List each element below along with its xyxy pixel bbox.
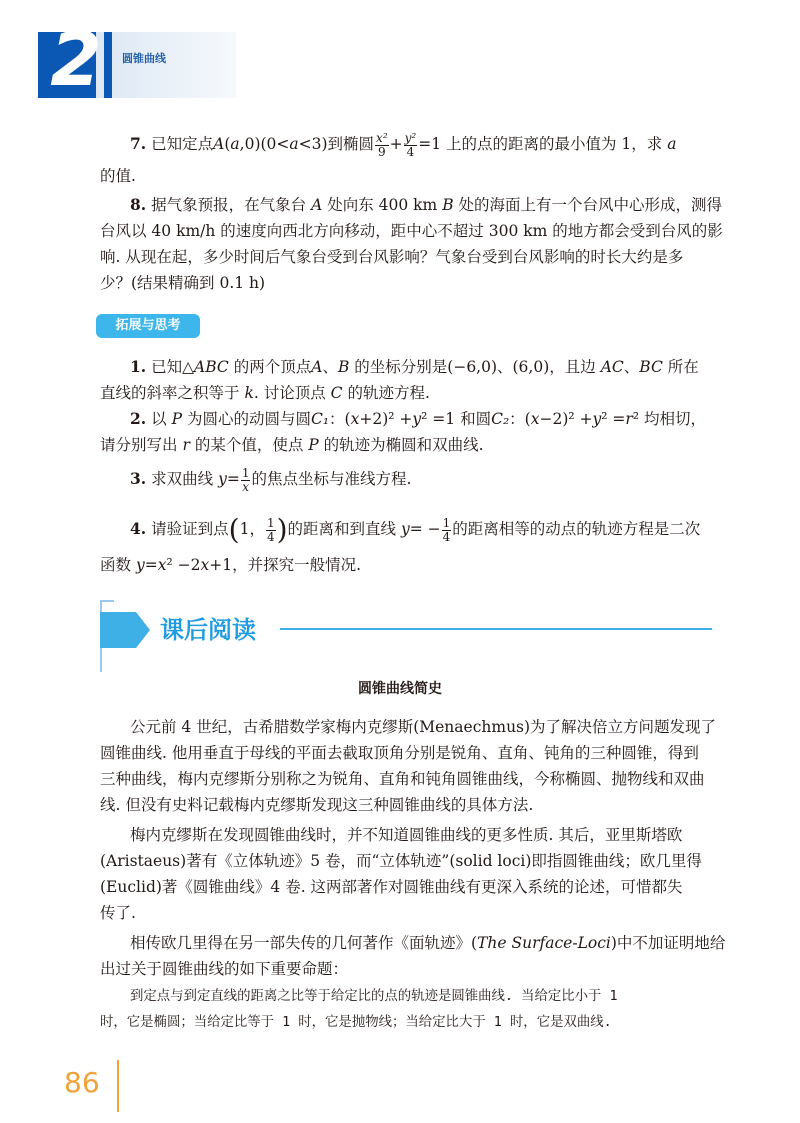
text: = [144, 556, 158, 574]
text: 的坐标分别是(−6,0)、(6,0)，且边 [354, 358, 596, 376]
thinking-1-line-2 [100, 380, 430, 406]
text: 的某个值，使点 [194, 436, 304, 454]
math-var: x [530, 410, 540, 428]
math-var: A [311, 196, 323, 214]
text: 请验证到点 [151, 520, 229, 538]
thinking-4-line-1 [130, 513, 701, 546]
text: <3)到椭圆 [298, 135, 375, 153]
exercise-8-line-3: 响. 从现在起，多少时间后气象台受到台风影响？气象台受到台风影响的时长大约是多 [100, 248, 684, 266]
bracket: ) [276, 513, 288, 546]
math-var: A [311, 358, 323, 376]
exercise-number: 2. [130, 409, 147, 428]
math-var: B [442, 196, 454, 214]
math-var: ABC [194, 358, 229, 376]
quote-line-2: 时，它是椭圆；当给定比等于 1 时，它是抛物线；当给定比大于 1 时，它是双曲线. [100, 1015, 612, 1030]
fraction-numerator: 1 [442, 515, 451, 530]
extension-badge-label: 拓展与思考 [115, 318, 181, 333]
text: 的轨迹为椭圆和双曲线. [323, 436, 484, 454]
reading-p3-line-2: 出过关于圆锥曲线的如下重要命题： [100, 960, 349, 978]
math-var: y [218, 470, 227, 488]
reading-title: 圆锥曲线简史 [358, 681, 442, 697]
math-var: A [213, 135, 225, 153]
text: 已知△ [151, 358, 195, 376]
quote-line-1: 到定点与到定直线的距离之比等于给定比的点的轨迹是圆锥曲线. 当给定比小于 1 [130, 989, 618, 1004]
text: 以 [151, 410, 167, 428]
fraction-denominator: 4 [442, 529, 451, 544]
text: 所在 [667, 358, 699, 376]
text: ² = [601, 410, 626, 428]
fraction-numerator: x² [376, 130, 388, 145]
math-var: y [400, 520, 410, 538]
reading-p1-line-4: 线. 但没有史料记载梅内克缪斯发现这三种圆锥曲线的具体方法. [100, 796, 534, 814]
fraction-denominator: x [242, 479, 250, 494]
exercise-number: 4. [130, 519, 147, 538]
fraction [266, 517, 276, 544]
text: 的距离相等的动点的轨迹方程是二次 [452, 520, 701, 538]
text: 处的海面上有一个台风中心形成，测得 [458, 196, 723, 214]
math-var: AC [600, 358, 624, 376]
text: ² =1 和圆 [421, 410, 492, 428]
text: ,0)(0< [239, 135, 290, 153]
math-var: y [412, 410, 422, 428]
exercise-number: 7. [130, 134, 147, 153]
text: 函数 [100, 556, 132, 574]
text: +2)² + [359, 410, 413, 428]
book-title: The Surface-Loci [477, 934, 611, 952]
text: 为圆心的动圆与圆 [186, 410, 311, 428]
text: 已知定点 [151, 135, 214, 153]
thinking-2-line-1 [130, 406, 706, 432]
math-var: y [592, 410, 602, 428]
math-var: a [230, 135, 240, 153]
thinking-3 [130, 466, 411, 494]
math-var: P [171, 410, 183, 428]
text: . 讨论顶点 [253, 384, 326, 402]
math-var: BC [639, 358, 663, 376]
fraction [404, 132, 418, 159]
text: 1， [239, 520, 265, 538]
text: 、 [623, 358, 640, 376]
section-title: 课后阅读 [160, 616, 256, 644]
text: = [226, 470, 240, 488]
page-number: 86 [64, 1066, 100, 1099]
math-var: x [350, 410, 360, 428]
text: = − [409, 520, 441, 538]
text: −2)² + [539, 410, 593, 428]
text: 据气象预报，在气象台 [151, 196, 307, 214]
section-arrow-icon [100, 612, 150, 648]
math-var: a [667, 135, 677, 153]
reading-p1-line-2: 圆锥曲线. 他用垂直于母线的平面去截取顶角分别是锐角、直角、钝角的三种圆锥，得到 [100, 744, 699, 762]
math-var: C₁ [310, 410, 330, 428]
fraction-denominator: 4 [406, 144, 415, 159]
math-var: a [289, 135, 299, 153]
text: ：( [509, 410, 531, 428]
exercise-number: 8. [130, 195, 147, 214]
math-var: k [244, 384, 254, 402]
chapter-number: 2 [50, 17, 102, 103]
exercise-number: 3. [130, 469, 147, 488]
exercise-7-line-1 [130, 131, 676, 159]
text: 处向东 400 km [327, 196, 438, 214]
text: ( [224, 135, 231, 153]
math-var: y [135, 556, 145, 574]
fraction-numerator: 1 [266, 515, 275, 530]
text: ² 均相切， [632, 410, 706, 428]
page-number-bar [117, 1060, 119, 1112]
text: 直线的斜率之积等于 [100, 384, 240, 402]
chapter-title: 圆锥曲线 [122, 52, 166, 65]
exercise-8-line-2: 台风以 40 km/h 的速度向西北方向移动，距中心不超过 300 km 的地方都会受到台风的影 [100, 222, 723, 240]
math-var: B [337, 358, 350, 376]
reading-p3-line-1 [130, 930, 725, 956]
math-var: r [625, 410, 633, 428]
text: )中不加证明地给 [610, 934, 726, 952]
reading-p2-line-4: 传了. [100, 904, 136, 922]
text: ² −2 [166, 556, 201, 574]
math-var: P [308, 436, 319, 454]
fraction-numerator: y² [404, 130, 417, 145]
reading-p1-line-1: 公元前 4 世纪，古希腊数学家梅内克缪斯(Menaechmus)为了解决倍立方问题发现了 [130, 718, 717, 736]
math-var: C [330, 384, 343, 402]
math-var: x [200, 556, 210, 574]
text: +1，并探究一般情况. [209, 556, 361, 574]
text: 的距离和到直线 [287, 520, 397, 538]
math-var: C₂ [491, 410, 510, 428]
text: 请分别写出 [100, 436, 178, 454]
text: 的焦点坐标与准线方程. [251, 470, 412, 488]
text: + [389, 135, 403, 153]
reading-p1-line-3: 三种曲线，梅内克缪斯分别称之为锐角、直角和钝角圆锥曲线，今称椭圆、抛物线和双曲 [100, 770, 705, 788]
text: ：( [329, 410, 351, 428]
math-var: r [182, 436, 190, 454]
fraction-numerator: 1 [241, 465, 250, 480]
thinking-1-line-1 [130, 354, 699, 380]
text: =1 上的点的距离的最小值为 1，求 [418, 135, 663, 153]
reading-p2-line-1: 梅内克缪斯在发现圆锥曲线时，并不知道圆锥曲线的更多性质. 其后，亚里斯塔欧 [130, 826, 683, 844]
thinking-2-line-2 [100, 432, 484, 458]
text: 的轨迹方程. [347, 384, 430, 402]
text: 的两个顶点 [233, 358, 312, 376]
reading-p2-line-3: (Euclid)著《圆锥曲线》4 卷. 这两部著作对圆锥曲线有更深入系统的论述，可惜都失 [100, 878, 683, 896]
exercise-8-line-4: 少？(结果精确到 0.1 h) [100, 274, 266, 292]
fraction-denominator: 4 [266, 529, 275, 544]
reading-p2-line-2: (Aristaeus)著有《立体轨迹》5 卷，而“立体轨迹”(solid loci)即指圆锥曲线；欧几里得 [100, 852, 702, 870]
fraction [375, 132, 389, 159]
exercise-7-line-2: 的值. [100, 167, 136, 185]
text: 、 [322, 358, 338, 376]
bracket: ( [228, 513, 240, 546]
exercise-8-line-1 [130, 192, 722, 218]
fraction [241, 467, 251, 494]
text: 求双曲线 [151, 470, 214, 488]
fraction [442, 517, 452, 544]
section-rule [280, 628, 712, 630]
exercise-number: 1. [130, 357, 147, 376]
chapter-divider-bar [104, 32, 112, 98]
fraction-denominator: 9 [378, 144, 386, 159]
thinking-4-line-2 [100, 552, 361, 578]
text: 相传欧几里得在另一部失传的几何著作《面轨迹》( [130, 934, 478, 952]
math-var: x [157, 556, 167, 574]
